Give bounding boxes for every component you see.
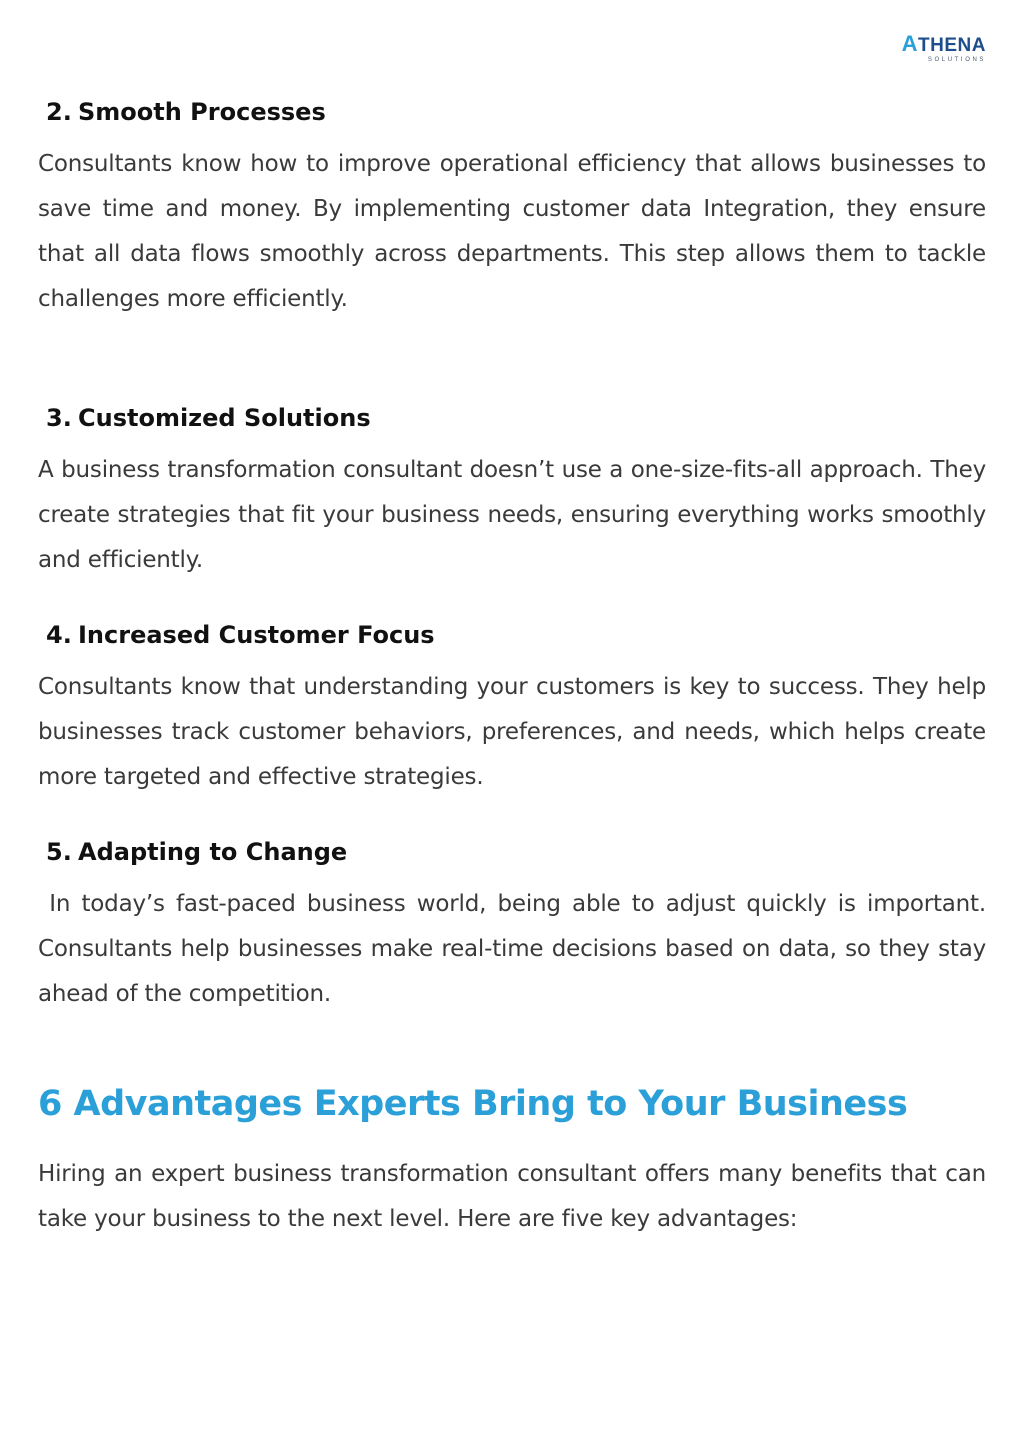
athena-logo (898, 31, 986, 64)
advantages-paragraph: Hiring an expert business transformation consultant offers many benefits that can take your business to the next level. Here are five key advantages: (38, 1161, 986, 1232)
section-paragraph-customer-focus: Consultants know that understanding your customers is key to success. They help businesses track customer behaviors, preferences, and needs, which helps create more targeted and effective strategies. (38, 674, 986, 790)
logo-letter-a: A (901, 31, 919, 56)
advantages-heading: 6 Advantages Experts Bring to Your Business (38, 1084, 908, 1124)
section-heading-customer-focus (46, 620, 435, 650)
section-title: Smooth Processes (78, 98, 326, 126)
section-number: 4. (46, 621, 72, 649)
section-heading-customized-solutions (46, 403, 371, 433)
section-number: 5. (46, 838, 72, 866)
section-heading-adapting-to-change (46, 837, 347, 867)
section-heading-smooth-processes (46, 97, 326, 127)
section-number: 3. (46, 404, 72, 432)
section-title: Increased Customer Focus (78, 621, 435, 649)
section-number: 2. (46, 98, 72, 126)
section-paragraph-smooth-processes: Consultants know how to improve operational efficiency that allows businesses to save time and money. By implementing customer data Integration, they ensure that all data flows smoothly across departments. This step allows them to tackle challenges more efficiently. (38, 151, 986, 312)
section-paragraph-adapting-to-change: In today’s fast-paced business world, being able to adjust quickly is important. Consultants help businesses make real-time decisions based on data, so they stay ahead of the competition. (38, 891, 994, 1007)
section-paragraph-customized-solutions: A business transformation consultant doesn’t use a one-size-fits-all approach. They create strategies that fit your business needs, ensuring everything works smoothly and efficiently. (38, 457, 986, 573)
logo-subtitle: SOLUTIONS (927, 57, 986, 63)
section-title: Adapting to Change (78, 838, 348, 866)
section-title: Customized Solutions (78, 404, 371, 432)
logo-letters: THENA (918, 35, 986, 56)
logo-wordmark (898, 31, 986, 56)
